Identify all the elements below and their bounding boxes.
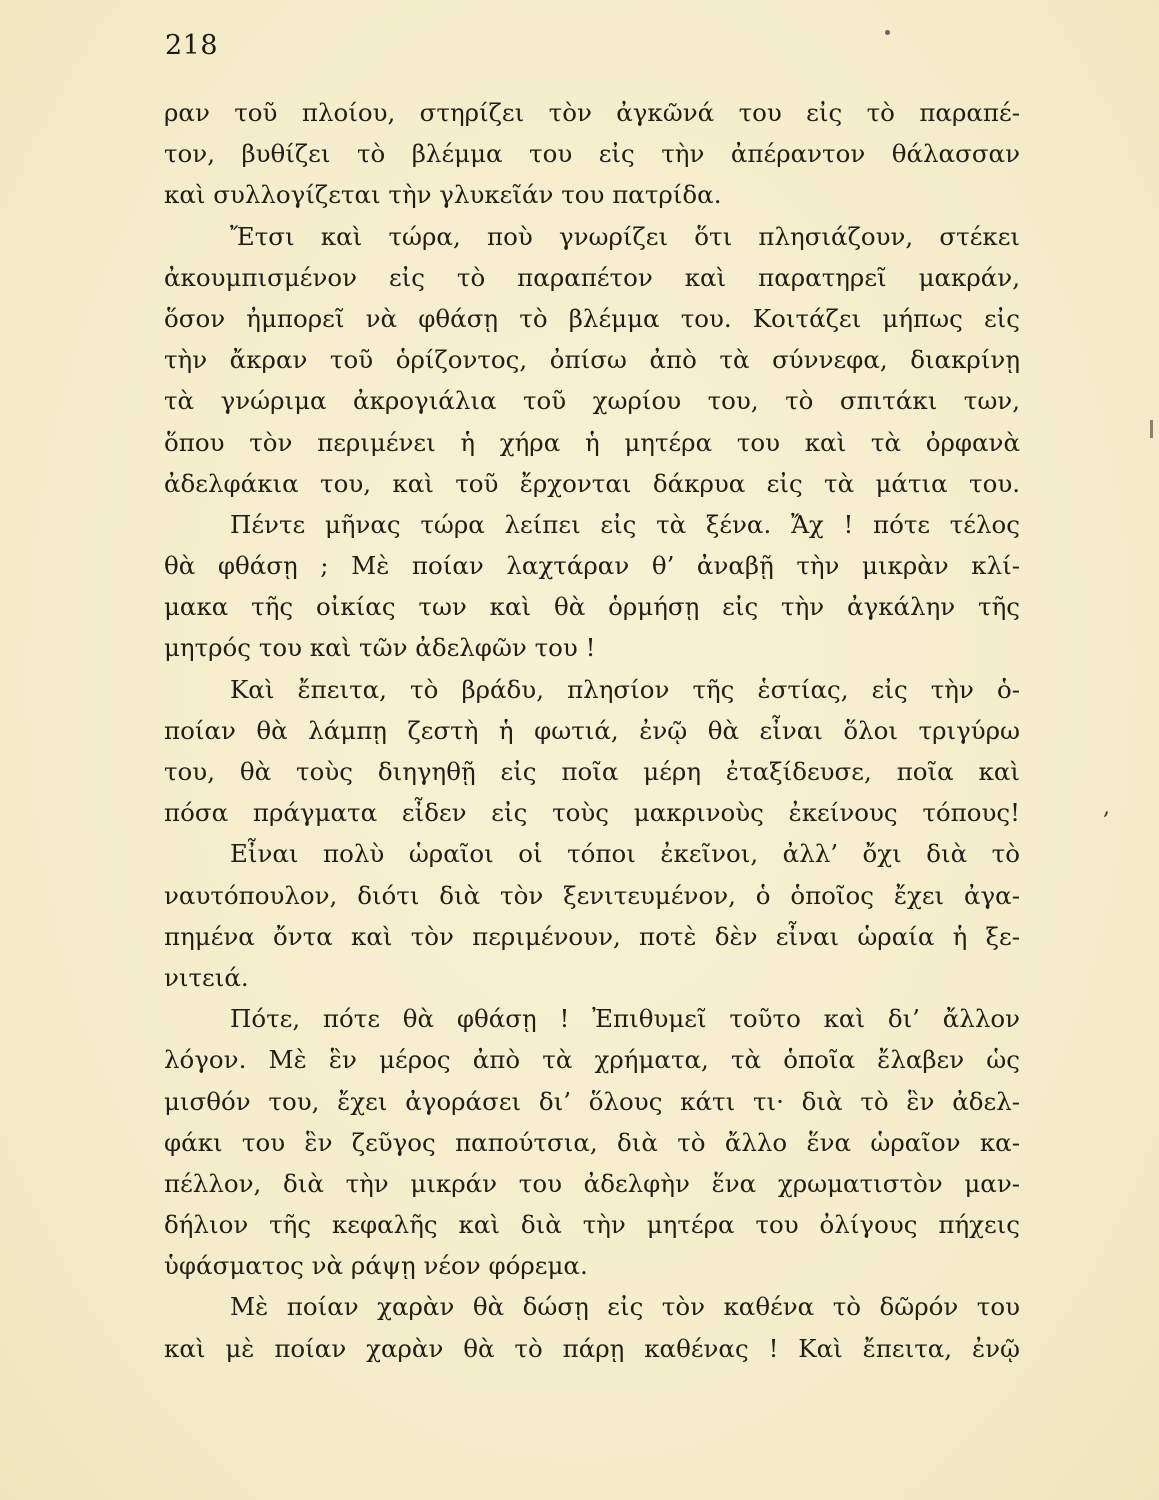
page-edge-mark (1150, 420, 1153, 438)
text-line: Ἔτσι καὶ τώρα, ποὺ γνωρίζει ὅτι πλησιάζουν, στέκει (230, 221, 1020, 251)
text-line: πέλλον, διὰ τὴν μικράν του ἀδελφὴν ἕνα χρωματιστὸν μαν- (164, 1168, 1020, 1198)
text-line: μισθόν του, ἔχει ἀγοράσει δι’ ὅλους κάτι τι· διὰ τὸ ἓν ἀδελ- (164, 1086, 1020, 1116)
ink-dot (885, 30, 890, 35)
margin-mark: , (1103, 795, 1110, 820)
text-line: τον, βυθίζει τὸ βλέμμα του εἰς τὴν ἀπέραντον θάλασσαν (164, 139, 1020, 169)
body-text (164, 92, 1020, 1369)
text-line: του, θὰ τοὺς διηγηθῇ εἰς ποῖα μέρη ἐταξίδευσε, ποῖα καὶ (164, 757, 1020, 786)
text-line: λόγον. Μὲ ἓν μέρος ἀπὸ τὰ χρήματα, τὰ ὁποῖα ἔλαβεν ὡς (164, 1045, 1020, 1075)
text-line: τὴν ἄκραν τοῦ ὁρίζοντος, ὀπίσω ἀπὸ τὰ σύννεφα, διακρίνῃ (164, 345, 1020, 375)
text-line: ποίαν θὰ λάμπῃ ζεστὴ ἡ φωτιά, ἐνῷ θὰ εἶναι ὅλοι τριγύρω (164, 715, 1020, 745)
text-line: ναυτόπουλον, διότι διὰ τὸν ξενιτευμένον, ὁ ὁποῖος ἔχει ἀγα- (164, 880, 1020, 910)
text-line: πημένα ὄντα καὶ τὸν περιμένουν, ποτὲ δὲν εἶναι ὡραία ἡ ξε- (164, 921, 1020, 951)
text-line: Πέντε μῆνας τώρα λείπει εἰς τὰ ξένα. Ἄχ ! πότε τέλος (230, 509, 1020, 539)
text-line: πόσα πράγματα εἶδεν εἰς τοὺς μακρινοὺς ἐκείνους τόπους! (164, 798, 1020, 828)
text-line: ὅπου τὸν περιμένει ἡ χήρα ἡ μητέρα του καὶ τὰ ὀρφανὰ (164, 427, 1020, 457)
text-line: Πότε, πότε θὰ φθάσῃ ! Ἐπιθυμεῖ τοῦτο καὶ δι’ ἄλλον (230, 1004, 1020, 1034)
text-line: Εἶναι πολὺ ὡραῖοι οἱ τόποι ἐκεῖνοι, ἀλλ’ ὄχι διὰ τὸ (230, 839, 1020, 869)
text-line: τὰ γνώριμα ἀκρογιάλια τοῦ χωρίου του, τὸ σπιτάκι των, (164, 386, 1020, 416)
text-line: ραν τοῦ πλοίου, στηρίζει τὸν ἀγκῶνά του εἰς τὸ παραπέ- (164, 98, 1020, 127)
text-line: μητρός του καὶ τῶν ἀδελφῶν του ! (164, 633, 596, 663)
text-line: θὰ φθάσῃ ; Μὲ ποίαν λαχτάραν θ’ ἀναβῇ τὴν μικρὰν κλί- (164, 551, 1020, 581)
text-line: δήλιον τῆς κεφαλῆς καὶ διὰ τὴν μητέρα του ὀλίγους πήχεις (164, 1210, 1020, 1240)
text-line: ὅσον ἠμπορεῖ νὰ φθάσῃ τὸ βλέμμα του. Κοιτάζει μήπως εἰς (164, 303, 1020, 333)
text-line: ἀδελφάκια του, καὶ τοῦ ἔρχονται δάκρυα εἰς τὰ μάτια του. (164, 468, 1020, 498)
text-line: νιτειά. (164, 962, 249, 992)
text-line: ἀκουμπισμένον εἰς τὸ παραπέτον καὶ παρατηρεῖ μακράν, (164, 262, 1020, 292)
text-line: Μὲ ποίαν χαρὰν θὰ δώσῃ εἰς τὸν καθένα τὸ δῶρόν του (230, 1292, 1020, 1322)
page-number: 218 (165, 30, 219, 61)
text-line: καὶ μὲ ποίαν χαρὰν θὰ τὸ πάρῃ καθένας ! Καὶ ἔπειτα, ἐνῷ (164, 1333, 1020, 1363)
text-line: Καὶ ἔπειτα, τὸ βράδυ, πλησίον τῆς ἑστίας, εἰς τὴν ὁ- (230, 674, 1020, 704)
text-line: καὶ συλλογίζεται τὴν γλυκεῖάν του πατρίδα. (164, 180, 722, 210)
text-line: μακα τῆς οἰκίας των καὶ θὰ ὁρμήσῃ εἰς τὴν ἀγκάλην τῆς (164, 592, 1020, 622)
text-line: φάκι του ἓν ζεῦγος παπούτσια, διὰ τὸ ἄλλο ἕνα ὡραῖον κα- (164, 1127, 1020, 1157)
text-line: ὑφάσματος νὰ ράψῃ νέον φόρεμα. (164, 1251, 588, 1281)
